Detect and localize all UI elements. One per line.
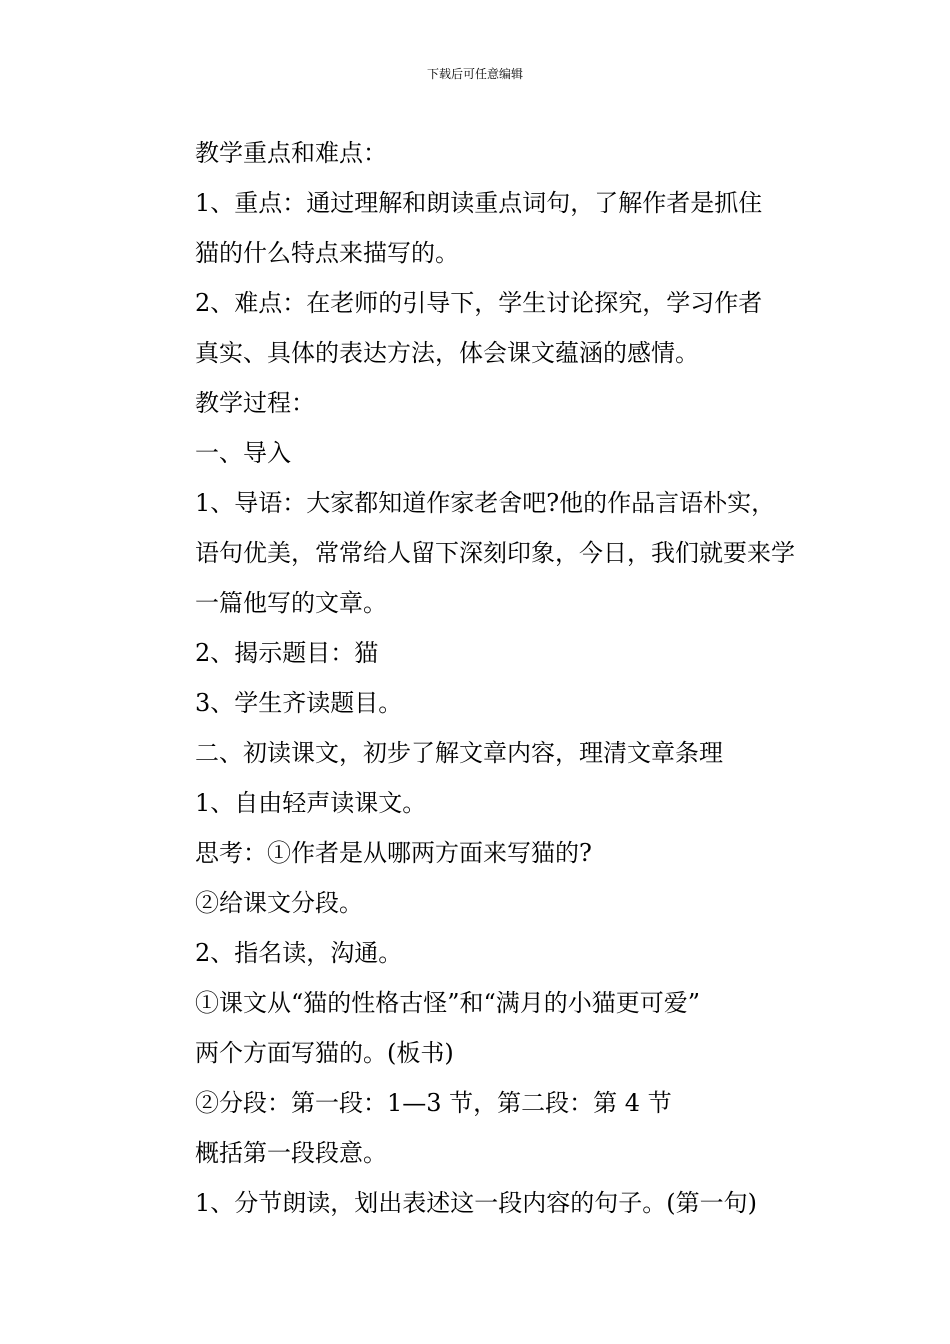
paragraph-think-question: 思考：①作者是从哪两方面来写猫的? (195, 839, 592, 867)
document-body (145, 128, 813, 1228)
heading-first-reading: 二、初读课文，初步了解文章内容，理清文章条理 (195, 739, 723, 767)
heading-teaching-process: 教学过程： (195, 389, 315, 417)
paragraph-key-point: 1、重点：通过理解和朗读重点词句，了解作者是抓住 猫的什么特点来描写的。 (195, 189, 763, 267)
paragraph-reveal-title: 2、揭示题目：猫 (195, 639, 379, 667)
paragraph-sections: ②分段：第一段：1—3 节，第二段：第 4 节 (195, 1089, 672, 1117)
paragraph-read-title: 3、学生齐读题目。 (195, 689, 403, 717)
paragraph-named-reading: 2、指名读，沟通。 (195, 939, 403, 967)
heading-key-points: 教学重点和难点： (195, 139, 387, 167)
page-header: 下载后可任意编辑 (426, 67, 523, 81)
paragraph-section-reading: 1、分节朗读，划出表述这一段内容的句子。(第一句) (195, 1189, 757, 1217)
paragraph-lead-in: 1、导语：大家都知道作家老舍吧?他的作品言语朴实， 语句优美，常常给人留下深刻印象，今日，我们就要来学 一篇他写的文章。 (195, 489, 795, 617)
heading-introduction: 一、导入 (195, 439, 291, 467)
paragraph-two-aspects: ①课文从“猫的性格古怪”和“满月的小猫更可爱” 两个方面写猫的。(板书) (195, 989, 701, 1067)
paragraph-summarize: 概括第一段段意。 (195, 1139, 387, 1167)
paragraph-difficulty: 2、难点：在老师的引导下，学生讨论探究，学习作者 真实、具体的表达方法，体会课文蕴涵的感情。 (195, 289, 763, 367)
paragraph-free-reading: 1、自由轻声读课文。 (195, 789, 427, 817)
paragraph-segment-text: ②给课文分段。 (195, 889, 363, 917)
